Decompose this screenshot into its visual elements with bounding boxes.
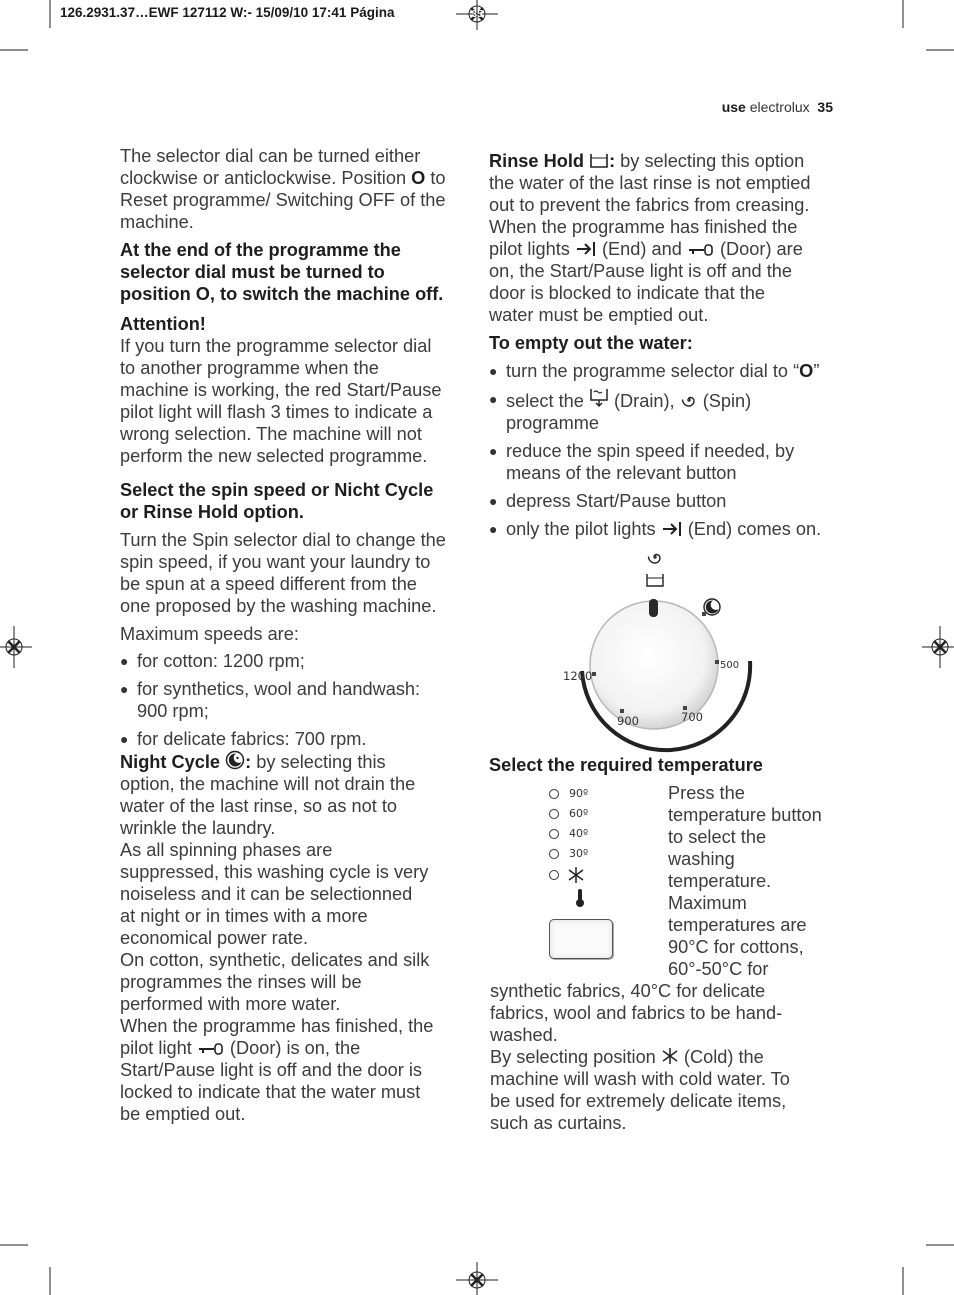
selector-dial-paragraph: The selector dial can be turned either clockwise or anticlockwise. Position O to Reset programme/ Switching OFF of the machine. xyxy=(120,146,446,232)
bullet-icon: ● xyxy=(489,443,498,459)
dial-label-1200: 1200 xyxy=(563,669,593,683)
dial-pointer xyxy=(649,599,658,617)
bullet-icon: ● xyxy=(120,731,129,747)
end-arrow-icon xyxy=(661,521,683,537)
temperature-section xyxy=(489,782,839,980)
spin-dial-illustration xyxy=(489,546,839,758)
cold-icon xyxy=(567,866,585,884)
registration-mark-bottom xyxy=(456,1262,498,1295)
registration-mark-right xyxy=(922,626,954,668)
spin-speed-body: Turn the Spin selector dial to change the spin speed, if you want your laundry to be spun at a speed different from the one proposed by the washing machine. xyxy=(120,530,446,616)
bullet-icon: ● xyxy=(120,681,129,697)
bullet-icon: ● xyxy=(120,653,129,669)
temp-option-90: 90º xyxy=(549,784,629,804)
night-cycle-icon xyxy=(225,750,245,770)
end-of-programme-note: At the end of the programme the selector dial must be turned to position O, to switch the machine off. xyxy=(120,240,444,304)
list-item: ● for synthetics, wool and handwash: 900 rpm; xyxy=(120,679,421,721)
night-cycle-paragraph: Night Cycle : by selecting this option, the machine will not drain the water of the last rinse, so as not to wrinkle the laundry. As all spinning phases are suppressed, this washing cycle is very noiseless and it can be selectionned at night or in times with a more economical power rate. On cotton, synthetic, delicates and silk programmes the rinses will be performed with more water. When the programme has finished, the pilot light (Door) is on, the Start/Pause light is off and the door is locked to indicate that the water must be emptied out. xyxy=(120,752,434,1124)
bullet-icon: ● xyxy=(489,521,498,537)
list-item: ● for delicate fabrics: 700 rpm. xyxy=(120,729,367,749)
page-number: 35 xyxy=(817,99,833,115)
indicator-light xyxy=(549,849,559,859)
list-item: ● reduce the spin speed if needed, by means of the relevant button xyxy=(489,441,795,483)
indicator-light xyxy=(549,789,559,799)
rinse-hold-icon xyxy=(647,574,663,586)
list-item: ● select the (Drain), (Spin) programme xyxy=(489,388,839,434)
list-item: ● for cotton: 1200 rpm; xyxy=(120,651,305,671)
temp-option-60: 60º xyxy=(549,804,629,824)
temperature-full-text: synthetic fabrics, 40°C for delicate fabrics, wool and fabrics to be hand- washed. By selecting position (Cold) the machine will wash with cold water. To be used for extremely delicate items, such as curtains. xyxy=(490,981,790,1133)
thermometer-icon xyxy=(575,888,585,908)
attention-body: If you turn the programme selector dial to another programme when the machine is working, the red Start/Pause pilot light will flash 3 times to indicate a wrong selection. The machine will not perform the new selected programme. xyxy=(120,336,442,466)
spin-icon xyxy=(680,391,698,409)
dial-label-900: 900 xyxy=(617,714,639,728)
cold-icon xyxy=(661,1047,679,1065)
dial-tick xyxy=(715,660,719,664)
dial-label-700: 700 xyxy=(681,710,703,724)
left-column xyxy=(120,145,472,1125)
night-cycle-icon xyxy=(704,599,720,615)
indicator-light xyxy=(549,809,559,819)
list-item: ● depress Start/Pause button xyxy=(489,491,727,511)
list-item: ● only the pilot lights (End) comes on. xyxy=(489,519,822,539)
dial-tick xyxy=(620,709,624,713)
indicator-light xyxy=(549,870,559,880)
running-head xyxy=(722,99,833,115)
running-head-section: use xyxy=(721,99,746,115)
spin-dial xyxy=(489,546,839,758)
slug-page-number: 35 xyxy=(471,8,483,20)
attention-heading: Attention! xyxy=(120,314,206,334)
temperature-heading: Select the required temperature xyxy=(489,755,763,775)
bullet-icon: ● xyxy=(489,363,498,379)
running-head-brand: electrolux xyxy=(749,99,810,115)
door-key-icon xyxy=(197,1042,225,1056)
spin-icon xyxy=(649,555,661,564)
temp-option-30: 30º xyxy=(549,844,629,864)
rinse-hold-icon xyxy=(589,153,609,169)
rinse-hold-paragraph: Rinse Hold : by selecting this option the water of the last rinse is not emptied out to prevent the fabrics from creasing. When the programme has finished the pilot lights (End) and (Door) are on, the Start/Pause light is off and the door is blocked to indicate that the water must be emptied out. xyxy=(489,151,811,325)
max-speeds-intro: Maximum speeds are: xyxy=(120,624,299,644)
slug-text: 126.2931.37…EWF 127112 W:- 15/09/10 17:41 Página xyxy=(60,5,395,20)
dial-tick xyxy=(592,672,596,676)
spin-speed-heading: Select the spin speed or Nicht Cycle or Rinse Hold option. xyxy=(120,480,434,522)
end-arrow-icon xyxy=(575,241,597,257)
temperature-side-text: Press the temperature button to select the washing temperature. Maximum temperatures are 90°C for cottons, 60°-50°C for xyxy=(668,783,822,979)
temperature-button[interactable] xyxy=(549,919,613,959)
dial-tick xyxy=(702,612,706,616)
bullet-icon: ● xyxy=(489,493,498,509)
empty-water-heading: To empty out the water: xyxy=(489,333,693,353)
temperature-panel xyxy=(549,784,629,959)
temp-option-40: 40º xyxy=(549,824,629,844)
dial-label-500: 500 xyxy=(720,660,740,671)
door-key-icon xyxy=(687,243,715,257)
bullet-icon: ● xyxy=(489,391,498,407)
registration-mark-left xyxy=(0,626,32,668)
indicator-light xyxy=(549,829,559,839)
right-column xyxy=(489,150,839,1134)
temp-option-cold xyxy=(549,864,629,886)
list-item: ● turn the programme selector dial to “O” xyxy=(489,361,820,381)
drain-icon xyxy=(589,388,609,408)
